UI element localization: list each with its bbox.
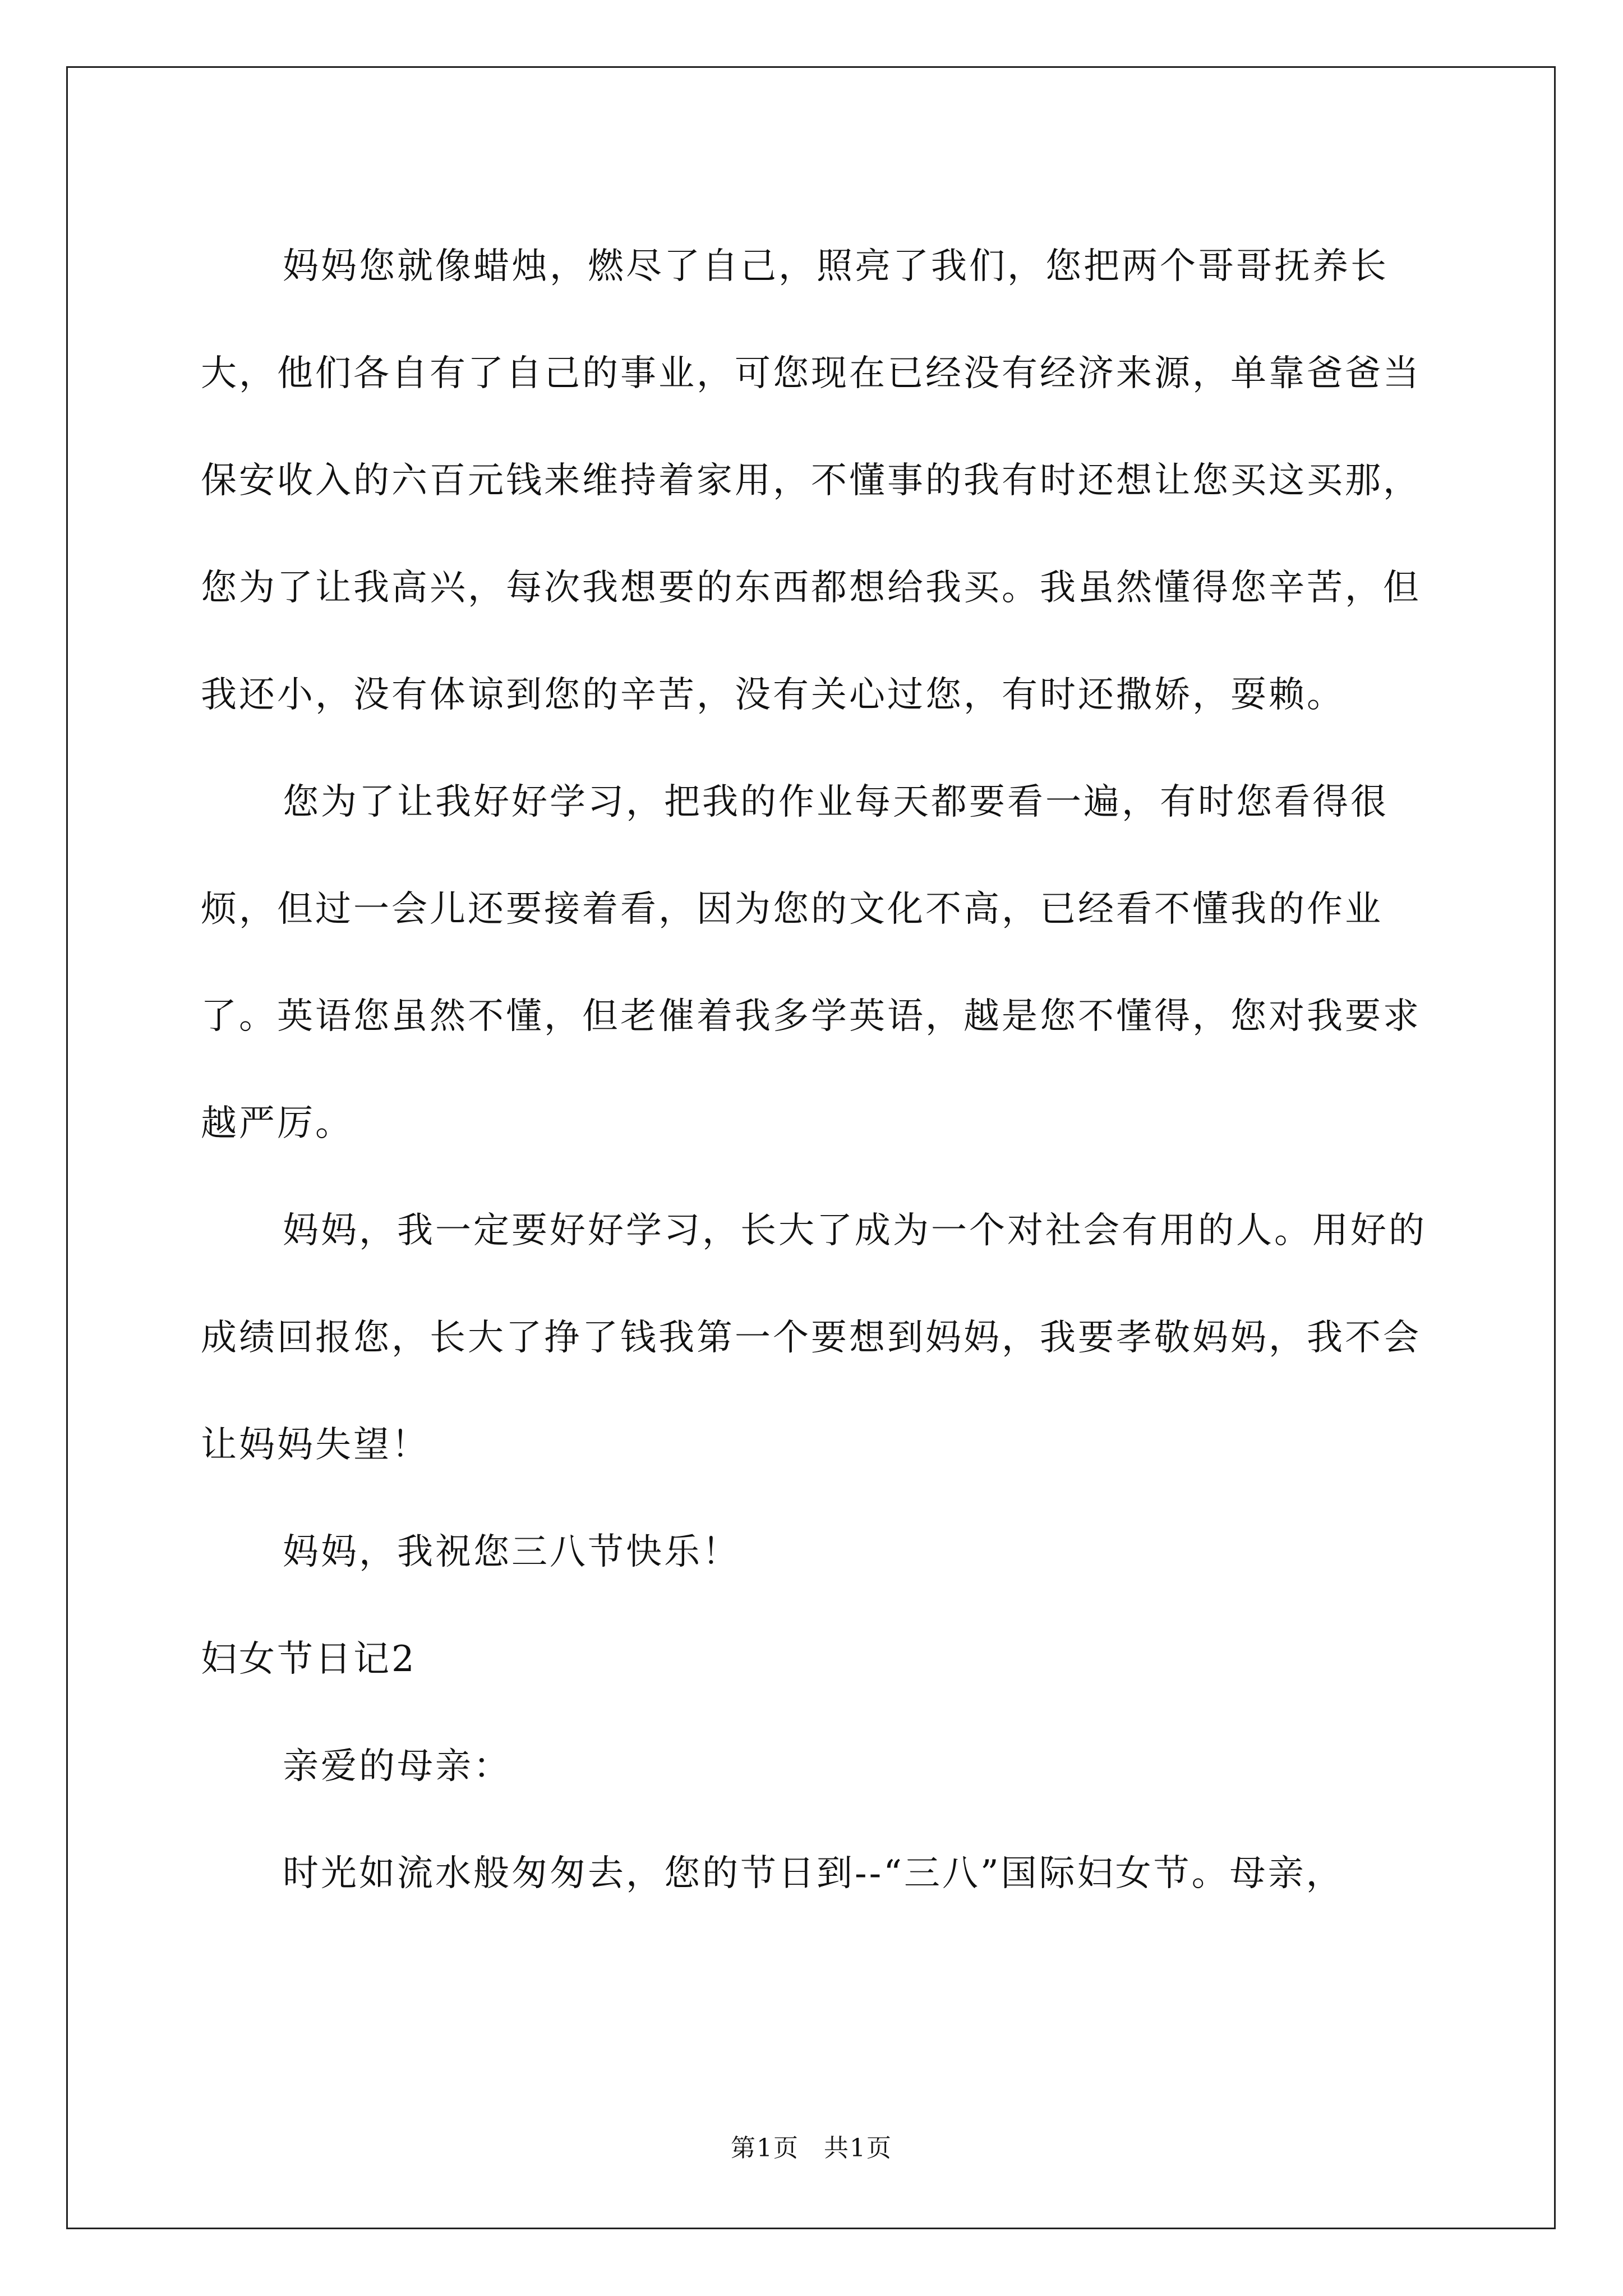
paragraph-opening: 时光如流水般匆匆去，您的节日到--“三八”国际妇女节。母亲，: [283, 1853, 1344, 1894]
page-total: 共1页: [824, 2134, 892, 2162]
paragraph-wish: 妈妈，我祝您三八节快乐！: [283, 1531, 740, 1573]
paragraph-homework: 您为了让我好好学习，把我的作业每天都要看一遍，有时您看得很烦，但过一会儿还要接着看，因为您的文化不高，已经看不懂我的作业了。英语您虽然不懂，但老催着我多学英语，越是您不懂得，您对我要求越严厉。: [201, 781, 1421, 1144]
page-number: 第1页: [731, 2134, 799, 2162]
paragraph-promise: 妈妈，我一定要好好学习，长大了成为一个对社会有用的人。用好的成绩回报您，长大了挣了钱我第一个要想到妈妈，我要孝敬妈妈，我不会让妈妈失望！: [201, 1210, 1427, 1466]
paragraph-candle: 妈妈您就像蜡烛，燃尽了自己，照亮了我们，您把两个哥哥抚养长大，他们各自有了自己的事业，可您现在已经没有经济来源，单靠爸爸当保安收入的六百元钱来维持着家用，不懂事的我有时还想让您买这买那，您为了让我高兴，每次我想要的东西都想给我买。我虽然懂得您辛苦，但我还小，没有体谅到您的辛苦，没有关心过您，有时还撒娇，耍赖。: [201, 246, 1421, 716]
document-body: [201, 213, 1435, 1927]
section-heading: 妇女节日记2: [201, 1639, 417, 1680]
page-footer: [0, 2132, 1623, 2165]
paragraph-salutation: 亲爱的母亲：: [283, 1746, 511, 1787]
